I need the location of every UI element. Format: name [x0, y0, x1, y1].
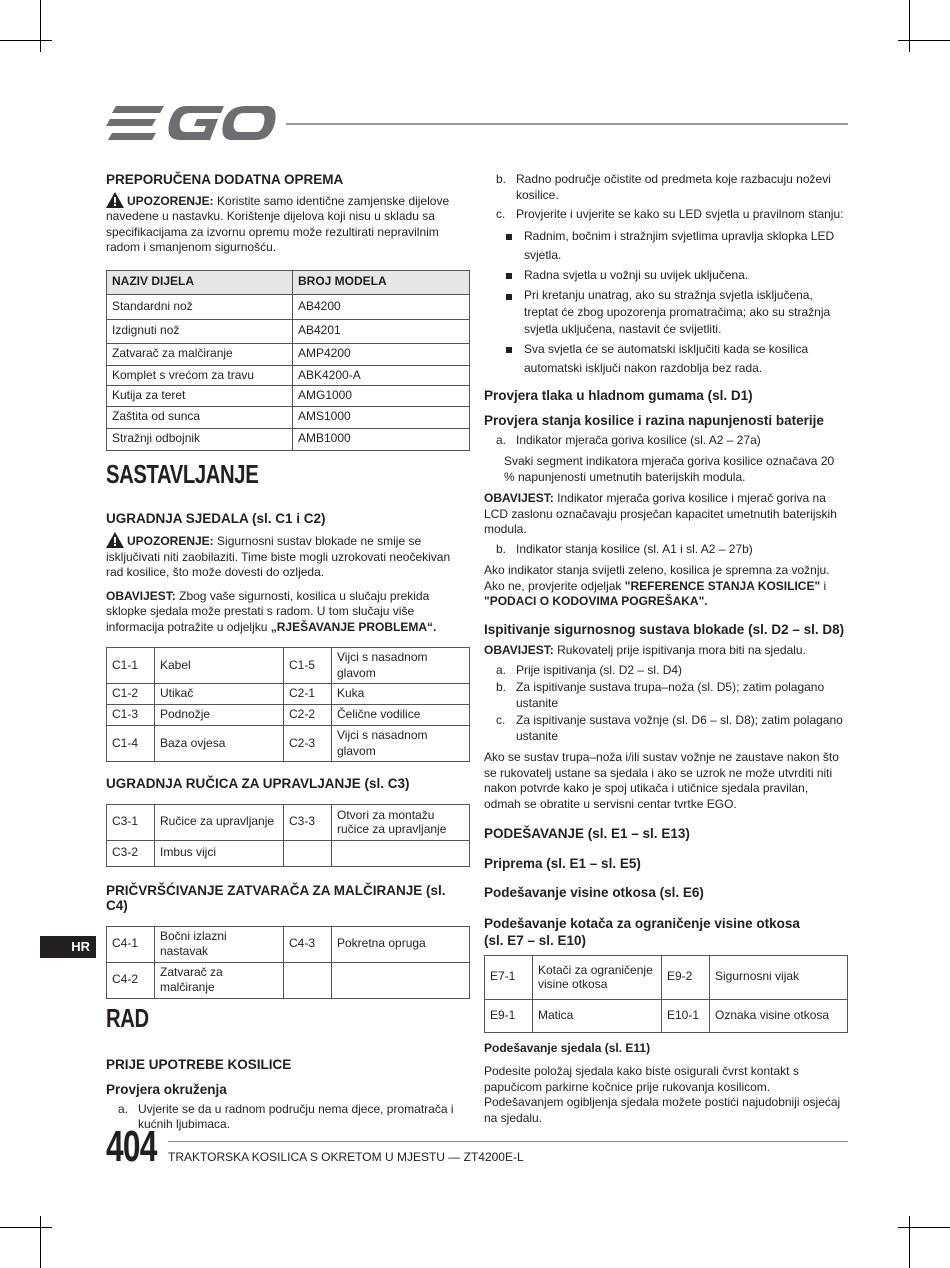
section-heading: PODEŠAVANJE (sl. E1 – sl. E13): [484, 826, 690, 841]
list-item: [484, 680, 848, 711]
subsection-heading: Podešavanje visine otkosa (sl. E6): [484, 885, 704, 900]
warning-label: UPOZORENJE:: [127, 193, 214, 208]
section-heading: PREPORUČENA DODATNA OPREMA: [106, 172, 344, 187]
part-code: E9-1: [485, 999, 533, 1032]
empty-cell: [332, 962, 470, 998]
list-text: Indikator stanja kosilice (sl. A1 i sl. A2 – 27b): [516, 541, 753, 556]
crop-mark: [0, 40, 52, 41]
part-code: C3-1: [107, 804, 155, 840]
part-name: Čelične vodilice: [332, 705, 470, 726]
paragraph: Ako se sustav trupa–noža i/ili sustav vožnje ne zaustave nakon što se rukovatelj ustane sa sjedala i ako se uzrok ne može utvrditi niti nakon potvrde kako je spoj utikača i utičnice sjedala pravilan, odmah se obratite u servisni centar tvrtke EGO.: [484, 750, 839, 811]
warning-text: Sigurnosni sustav blokade ne smije se isključivati niti zaobilaziti. Time biste mogli uzrokovati neočekivan rad kosilice, što može dovesti do ozljeda.: [106, 534, 451, 579]
list-item: [484, 433, 848, 449]
part-name: Izdignuti nož: [107, 319, 293, 343]
notice-reference: „RJEŠAVANJE PROBLEMA“.: [270, 619, 437, 634]
part-code: E7-1: [485, 955, 533, 999]
reference-text: "PODACI O KODOVIMA POGREŠAKA".: [484, 594, 708, 608]
subsection-heading: Priprema (sl. E1 – sl. E5): [484, 855, 641, 871]
part-name: Utikač: [155, 684, 284, 705]
subsection-heading: [484, 915, 848, 949]
heading-line: (sl. E7 – sl. E10): [484, 932, 587, 948]
text-span: Ako indikator stanja svijetli zeleno, kosilica je spremna za vožnju. Ako ne, provjerite odjeljak: [484, 563, 830, 593]
bullet-item: [484, 227, 848, 265]
notice-paragraph: [484, 491, 848, 538]
part-code: C4-3: [284, 926, 332, 962]
list-text: Za ispitivanje sustava trupa–noža (sl. D5); zatim polagano ustanite: [516, 680, 825, 710]
warning-label: UPOZORENJE:: [127, 534, 214, 548]
subsection-heading: Provjera stanja kosilice i razina napunjenosti baterije: [484, 413, 824, 428]
warning-text: Koristite samo identične zamjenske dijelove navedene u nastavku. Korištenje dijelova koji nisu u skladu sa specifikacijama za izvornu opremu može rezultirati nepravilnim radom i smanjenom sigurnošću.: [106, 193, 450, 254]
part-name: Kabel: [155, 648, 284, 684]
crop-mark: [898, 1227, 950, 1228]
list-item: [484, 207, 848, 223]
part-code: C3-3: [284, 804, 332, 840]
operation-title: RAD: [106, 1002, 149, 1033]
section-heading: UGRADNJA SJEDALA (sl. C1 i C2): [106, 510, 326, 526]
part-name: Zatvarač za malčiranje: [155, 962, 284, 998]
model-number: AB4200: [293, 294, 470, 319]
part-code: E10-1: [662, 999, 710, 1032]
list-marker: a.: [496, 432, 507, 447]
part-name: Kotači za ograničenje visine otkosa: [533, 955, 662, 999]
right-column: [484, 172, 848, 1126]
section-heading: UGRADNJA RUČICA ZA UPRAVLJANJE (sl. C3): [106, 776, 410, 791]
notice-label: OBAVIJEST:: [106, 588, 176, 603]
part-name: Standardni nož: [107, 294, 293, 319]
part-name: Sigurnosni vijak: [710, 955, 848, 999]
warning-paragraph: [106, 192, 470, 256]
list-marker: b.: [496, 541, 507, 556]
part-code: C1-4: [107, 726, 155, 762]
part-name: Pokretna opruga: [332, 926, 470, 962]
part-code: C2-1: [284, 684, 332, 705]
crop-mark: [909, 1216, 910, 1268]
handle-parts-table: [106, 804, 470, 867]
empty-cell: [284, 962, 332, 998]
part-code: C2-3: [284, 726, 332, 762]
part-name: Stražnji odbojnik: [107, 428, 293, 450]
model-number: AMG1000: [293, 386, 470, 407]
list-marker: c.: [496, 713, 506, 727]
assembly-title: SASTAVLJANJE: [106, 458, 259, 489]
list-text: Provjerite i uvjerite se kako su LED svjetla u pravilnom stanju:: [516, 207, 844, 221]
crop-mark: [0, 1227, 52, 1228]
reference-text: "REFERENCE STANJA KOSILICE": [624, 578, 821, 593]
footer-rule: [168, 1141, 848, 1142]
part-code: C1-3: [107, 705, 155, 726]
model-number: AMP4200: [293, 343, 470, 365]
part-name: Imbus vijci: [155, 840, 284, 866]
model-number: ABK4200-A: [293, 365, 470, 386]
part-name: Bočni izlazni nastavak: [155, 926, 284, 962]
part-name: Baza ovjesa: [155, 726, 284, 762]
height-limit-table: [484, 955, 848, 1033]
bullet-item: [484, 266, 848, 285]
heading-line: Podešavanje kotača za ograničenje visine otkosa: [484, 915, 800, 931]
part-code: C1-1: [107, 648, 155, 684]
crop-mark: [40, 1216, 41, 1268]
part-name: Kutija za teret: [107, 386, 293, 407]
part-name: Matica: [533, 999, 662, 1032]
part-name: Zaštita od sunca: [107, 406, 293, 428]
part-code: C4-1: [107, 926, 155, 962]
list-text: Radno područje očistite od predmeta koje razbacuju noževi kosilice.: [516, 172, 831, 202]
subsection-heading: Provjera okruženja: [106, 1082, 227, 1097]
list-item: [484, 542, 848, 558]
bullet-item: [484, 340, 848, 378]
list-marker: b.: [496, 680, 507, 694]
list-item: [484, 713, 848, 744]
list-item: [106, 1102, 470, 1133]
list-marker: c.: [496, 207, 506, 221]
notice-text: Rukovatelj prije ispitivanja mora biti na sjedalu.: [553, 643, 806, 657]
mulch-parts-table: [106, 926, 470, 999]
bullet-text: Radnim, bočnim i stražnjim svjetlima upravlja sklopka LED svjetla.: [524, 228, 835, 262]
crop-mark: [40, 0, 41, 52]
language-tab: HR: [40, 936, 96, 958]
subsection-heading: Podešavanje sjedala (sl. E11): [484, 1040, 651, 1055]
model-number: AB4201: [293, 319, 470, 343]
part-name: Vijci s nasadnom glavom: [332, 726, 470, 762]
list-marker: a.: [118, 1101, 129, 1116]
ego-logo: [106, 104, 276, 142]
list-marker: b.: [496, 172, 507, 186]
bullet-item: [484, 287, 848, 338]
warning-paragraph: [106, 532, 470, 581]
bullet-square-icon: [506, 347, 512, 353]
section-heading: PRIJE UPOTREBE KOSILICE: [106, 1056, 292, 1072]
notice-text: Indikator mjerača goriva kosilice i mjerač goriva na LCD zaslonu označavaju prosječan kapacitet umetnutih baterijskih modula.: [484, 491, 837, 536]
empty-cell: [332, 840, 470, 866]
part-name: Zatvarač za malčiranje: [107, 343, 293, 365]
part-name: Kuka: [332, 684, 470, 705]
bullet-text: Radna svjetla u vožnji su uvijek uključena.: [524, 267, 749, 282]
notice-label: OBAVIJEST:: [484, 491, 554, 505]
list-text: Za ispitivanje sustava vožnje (sl. D6 – sl. D8); zatim polagano ustanite: [516, 713, 843, 743]
part-code: C4-2: [107, 962, 155, 998]
part-name: Vijci s nasadnom glavom: [332, 648, 470, 684]
bullet-square-icon: [506, 234, 512, 240]
paragraph: [484, 563, 848, 610]
bullet-square-icon: [506, 273, 512, 279]
list-item: [484, 172, 848, 203]
part-name: Komplet s vrećom za travu: [107, 365, 293, 386]
part-code: C2-2: [284, 705, 332, 726]
part-name: Oznaka visine otkosa: [710, 999, 848, 1032]
left-column: [106, 172, 470, 1133]
notice-text: Zbog vaše sigurnosti, kosilica u slučaju prekida sklopke sjedala može prestati s radom. U tom slučaju više informacija potražite u odjeljku: [106, 588, 430, 634]
part-name: Ručice za upravljanje: [155, 804, 284, 840]
page-number: 404: [106, 1122, 157, 1171]
list-item: [484, 663, 848, 679]
header-rule: [286, 123, 848, 125]
model-number: AMS1000: [293, 406, 470, 428]
part-name: Otvori za montažu ručice za upravljanje: [332, 804, 470, 840]
bullet-text: Sva svjetla će se automatski isključiti kada se kosilica automatski isključi nakon razdoblja bez rada.: [524, 341, 809, 375]
text-span: i: [820, 578, 827, 593]
notice-paragraph: [484, 643, 848, 659]
list-marker: a.: [496, 662, 507, 677]
list-text: Indikator mjerača goriva kosilice (sl. A2 – 27a): [516, 432, 761, 447]
warning-icon: [106, 192, 124, 208]
empty-cell: [284, 840, 332, 866]
section-heading: PRIČVRŠĆIVANJE ZATVARAČA ZA MALČIRANJE (sl. C4): [106, 882, 446, 913]
accessories-table: [106, 270, 470, 451]
list-text: Uvjerite se da u radnom području nema djece, promatrača i kućnih ljubimaca.: [138, 1101, 454, 1131]
subsection-heading: Ispitivanje sigurnosnog sustava blokade (sl. D2 – sl. D8): [484, 621, 845, 637]
table-header: NAZIV DIJELA: [107, 270, 293, 294]
list-text: Prije ispitivanja (sl. D2 – sl. D4): [516, 662, 683, 677]
crop-mark: [909, 0, 910, 52]
part-code: E9-2: [662, 955, 710, 999]
notice-label: OBAVIJEST:: [484, 643, 554, 657]
warning-icon: [106, 532, 124, 548]
model-number: AMB1000: [293, 428, 470, 450]
part-code: C1-5: [284, 648, 332, 684]
footer-title: TRAKTORSKA KOSILICA S OKRETOM U MJESTU — ZT4200E-L: [168, 1150, 524, 1164]
bullet-text: Pri kretanju unatrag, ako su stražnja svjetla isključena, treptat će zbog upozorenja promatračima; ako su stražnja svjetla uključena, nastavit će svijetliti.: [524, 287, 831, 336]
part-code: C1-2: [107, 684, 155, 705]
seat-parts-table: [106, 647, 470, 762]
subsection-heading: Provjera tlaka u hladnom gumama (sl. D1): [484, 387, 753, 403]
part-code: C3-2: [107, 840, 155, 866]
bullet-square-icon: [506, 294, 512, 300]
table-header: BROJ MODELA: [293, 270, 470, 294]
paragraph: Podesite položaj sjedala kako biste osigurali čvrst kontakt s papučicom parkirne kočnice prije rukovanja kosilicom. Podešavanjem ogibljenja sjedala možete postići najudobniji osjećaj na sjedalu.: [484, 1064, 841, 1125]
indented-paragraph: Svaki segment indikatora mjerača goriva kosilice označava 20 % napunjenosti umetnutih baterijskih modula.: [504, 454, 835, 484]
crop-mark: [898, 40, 950, 41]
part-name: Podnožje: [155, 705, 284, 726]
notice-paragraph: [106, 589, 470, 636]
